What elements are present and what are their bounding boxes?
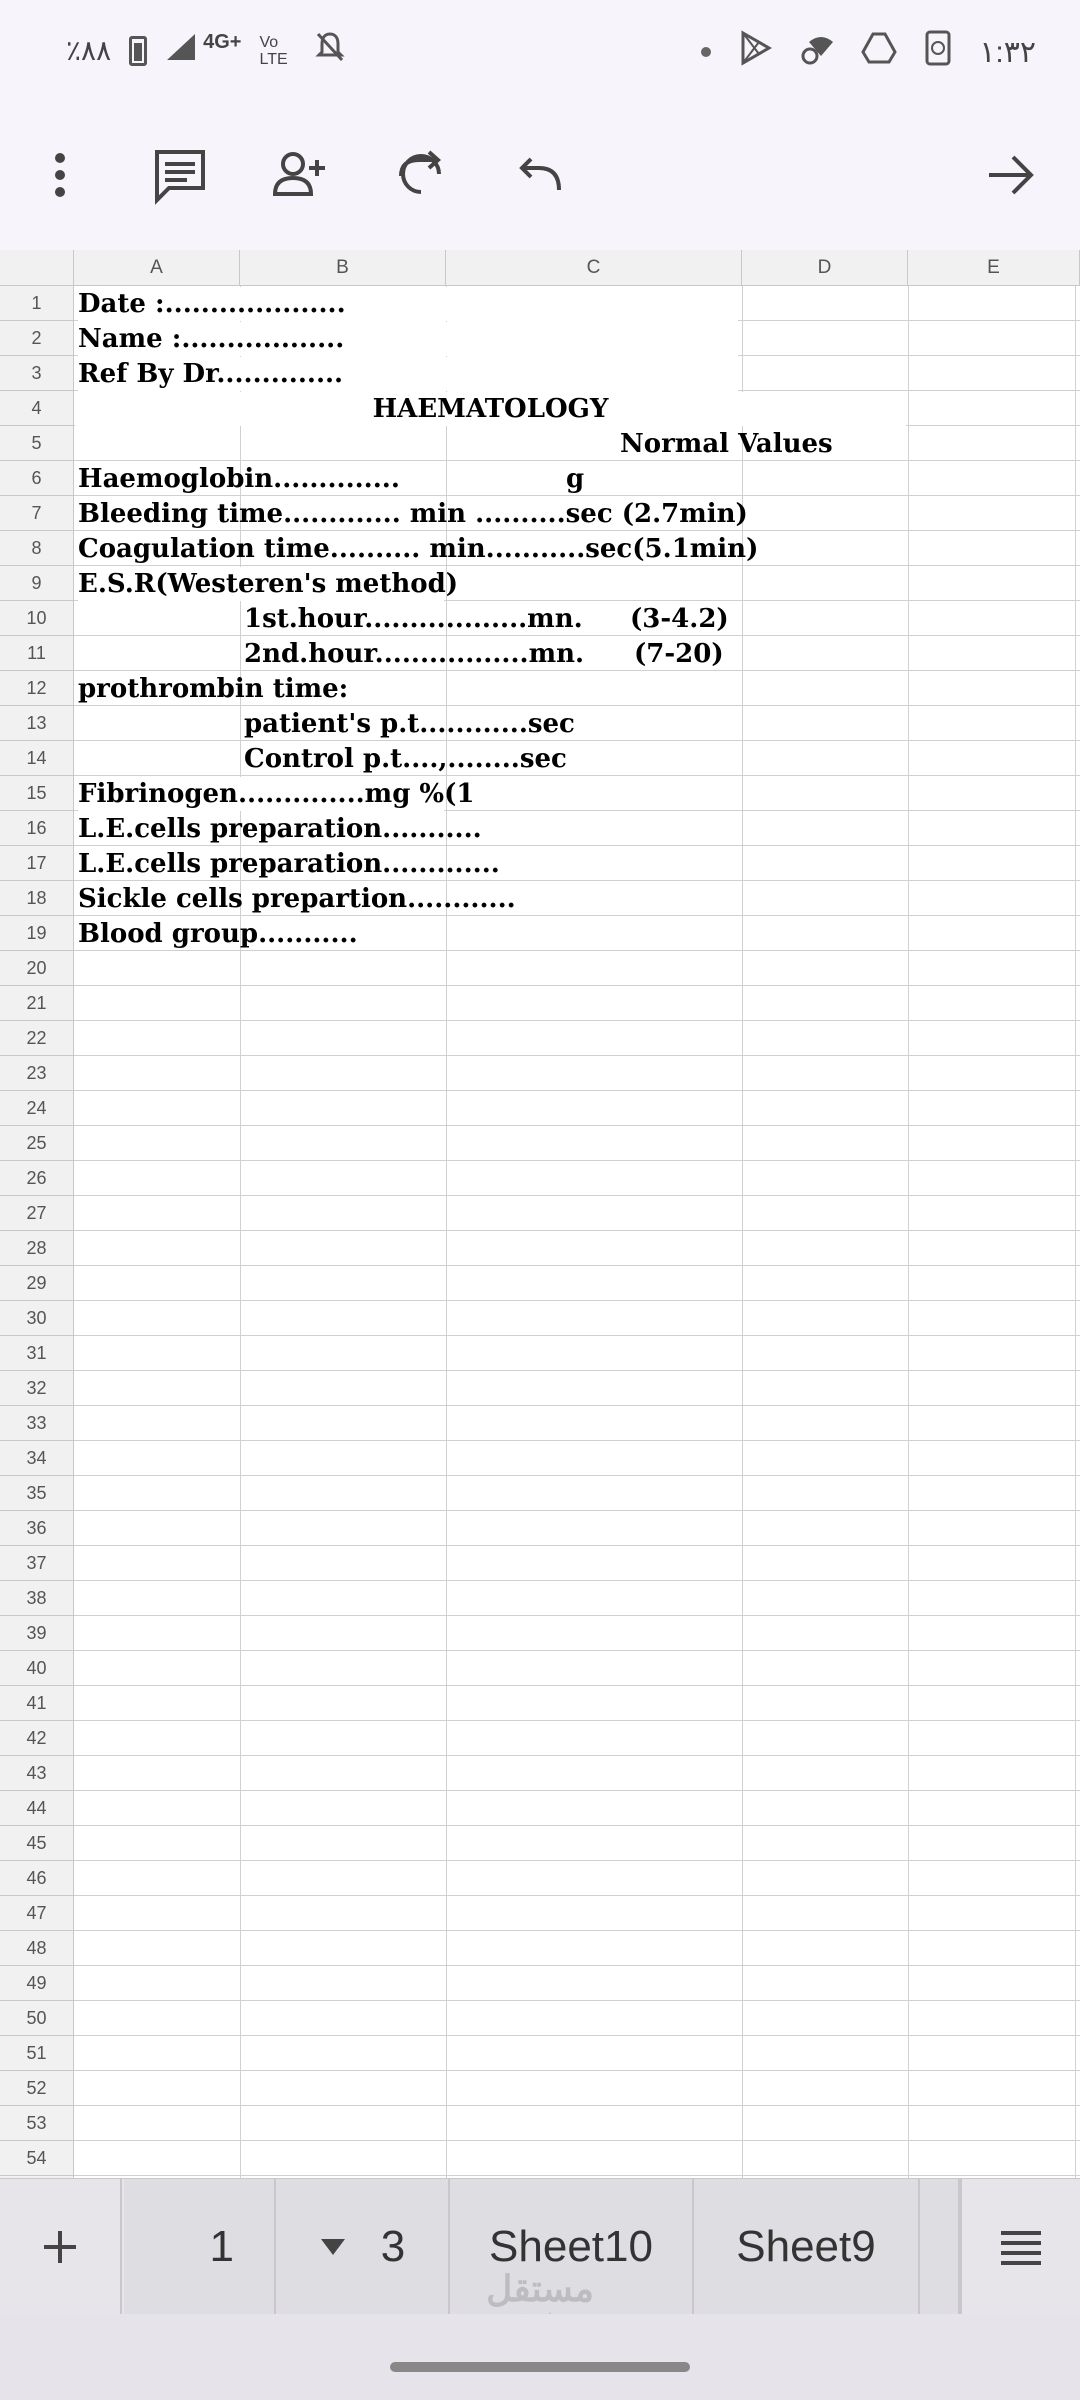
top-toolbar xyxy=(0,100,1080,250)
row-header[interactable]: 13 xyxy=(0,706,74,741)
cell-c11[interactable]: (7-20) xyxy=(634,639,724,669)
sheet-page-selector[interactable] xyxy=(276,2179,450,2315)
row-header[interactable]: 42 xyxy=(0,1721,74,1756)
tab-overflow[interactable] xyxy=(920,2179,960,2315)
row-header[interactable]: 40 xyxy=(0,1651,74,1686)
cell-a18[interactable]: Sickle cells prepartion............ xyxy=(78,884,516,914)
row-divider xyxy=(74,460,1080,461)
row-divider xyxy=(74,2000,1080,2001)
row-header[interactable]: 33 xyxy=(0,1406,74,1441)
column-header-b[interactable]: B xyxy=(240,250,446,286)
wifi-settings-icon xyxy=(799,30,835,74)
row-divider xyxy=(74,1790,1080,1791)
battery-icon xyxy=(129,36,147,66)
row-header[interactable]: 51 xyxy=(0,2036,74,2071)
row-header[interactable]: 45 xyxy=(0,1826,74,1861)
add-person-icon[interactable] xyxy=(265,140,335,210)
row-divider xyxy=(74,1440,1080,1441)
row-header[interactable]: 27 xyxy=(0,1196,74,1231)
row-divider xyxy=(74,1755,1080,1756)
row-header[interactable]: 32 xyxy=(0,1371,74,1406)
row-header[interactable]: 10 xyxy=(0,601,74,636)
cell-a2[interactable]: Name :.................. xyxy=(78,322,738,356)
list-menu-icon xyxy=(999,2227,1043,2267)
column-header-e[interactable]: E xyxy=(908,250,1080,286)
row-header[interactable]: 34 xyxy=(0,1441,74,1476)
row-divider xyxy=(74,1370,1080,1371)
row-divider xyxy=(74,1930,1080,1931)
drive-icon xyxy=(861,30,897,74)
row-header[interactable]: 49 xyxy=(0,1966,74,2001)
row-divider xyxy=(74,1090,1080,1091)
row-header[interactable]: 7 xyxy=(0,496,74,531)
row-header[interactable]: 25 xyxy=(0,1126,74,1161)
row-header[interactable]: 16 xyxy=(0,811,74,846)
row-divider xyxy=(74,1195,1080,1196)
row-header[interactable]: 29 xyxy=(0,1266,74,1301)
tab-sheet10[interactable]: Sheet10 xyxy=(450,2179,694,2315)
row-header[interactable]: 23 xyxy=(0,1056,74,1091)
network-type: 4G+ xyxy=(203,31,242,53)
tab-sheet9[interactable]: Sheet9 xyxy=(694,2179,920,2315)
watermark-arabic: مستقل xyxy=(486,2268,594,2309)
row-header[interactable]: 53 xyxy=(0,2106,74,2141)
row-header[interactable]: 28 xyxy=(0,1231,74,1266)
row-header[interactable]: 1 xyxy=(0,286,74,321)
row-header[interactable]: 48 xyxy=(0,1931,74,1966)
cell-c10[interactable]: (3-4.2) xyxy=(630,604,729,634)
row-header[interactable]: 26 xyxy=(0,1161,74,1196)
row-header[interactable]: 15 xyxy=(0,776,74,811)
row-header[interactable]: 20 xyxy=(0,951,74,986)
row-header[interactable]: 21 xyxy=(0,986,74,1021)
row-divider xyxy=(74,1580,1080,1581)
cell-c5[interactable]: Normal Values xyxy=(620,429,833,459)
cell-a9[interactable]: E.S.R(Westeren's method) xyxy=(78,569,459,599)
row-header[interactable]: 50 xyxy=(0,2001,74,2036)
row-divider xyxy=(74,2070,1080,2071)
row-header[interactable]: 14 xyxy=(0,741,74,776)
cell-a4-merged[interactable]: HAEMATOLOGY xyxy=(75,392,906,426)
row-divider xyxy=(74,1020,1080,1021)
row-header[interactable]: 47 xyxy=(0,1896,74,1931)
row-header[interactable]: 37 xyxy=(0,1546,74,1581)
row-divider xyxy=(74,2175,1080,2176)
cell-a1[interactable]: Date :.................... xyxy=(78,287,738,321)
cell-b13[interactable]: patient's p.t............sec xyxy=(244,709,575,739)
row-header[interactable]: 38 xyxy=(0,1581,74,1616)
add-sheet-button[interactable] xyxy=(0,2179,122,2315)
row-header[interactable]: 8 xyxy=(0,531,74,566)
row-divider xyxy=(74,1895,1080,1896)
signal-icon xyxy=(165,32,199,69)
row-header[interactable]: 6 xyxy=(0,461,74,496)
row-header[interactable]: 35 xyxy=(0,1476,74,1511)
system-nav-bar xyxy=(0,2314,1080,2400)
row-divider xyxy=(74,1545,1080,1546)
row-divider xyxy=(74,1825,1080,1826)
row-divider xyxy=(74,1510,1080,1511)
row-header[interactable]: 46 xyxy=(0,1861,74,1896)
column-header-c[interactable]: C xyxy=(446,250,742,286)
cell-b10[interactable]: 1st.hour..................mn. xyxy=(244,604,583,634)
redo-icon[interactable] xyxy=(385,140,455,210)
clock: ١:٣٢ xyxy=(979,35,1036,69)
spreadsheet-grid[interactable] xyxy=(0,250,1080,2178)
row-divider xyxy=(74,1615,1080,1616)
row-divider xyxy=(74,1685,1080,1686)
sheet-page-count: 3 xyxy=(380,2222,406,2271)
row-header[interactable]: 39 xyxy=(0,1616,74,1651)
column-header-d[interactable]: D xyxy=(742,250,908,286)
row-header[interactable]: 43 xyxy=(0,1756,74,1791)
row-header[interactable]: 18 xyxy=(0,881,74,916)
row-header[interactable]: 24 xyxy=(0,1091,74,1126)
battery-percent: ٪٨٨ xyxy=(66,35,112,66)
row-header[interactable]: 54 xyxy=(0,2141,74,2176)
row-header[interactable]: 31 xyxy=(0,1336,74,1371)
row-divider xyxy=(74,1720,1080,1721)
row-divider xyxy=(74,1230,1080,1231)
notifications-off-icon xyxy=(313,30,347,71)
row-header[interactable]: 36 xyxy=(0,1511,74,1546)
cell-a6[interactable]: Haemoglobin.............. xyxy=(78,464,400,494)
cell-b14[interactable]: Control p.t....,........sec xyxy=(244,744,567,774)
row-divider xyxy=(74,1160,1080,1161)
row-header[interactable]: 44 xyxy=(0,1791,74,1826)
sheet-list-button[interactable] xyxy=(960,2179,1080,2315)
row-divider xyxy=(74,1860,1080,1861)
status-bar xyxy=(0,0,1080,100)
undo-icon[interactable] xyxy=(505,140,575,210)
plus-icon xyxy=(40,2227,80,2267)
row-divider xyxy=(74,1965,1080,1966)
row-divider xyxy=(74,985,1080,986)
cell-a19[interactable]: Blood group........... xyxy=(78,919,358,949)
row-header[interactable]: 19 xyxy=(0,916,74,951)
row-header[interactable]: 30 xyxy=(0,1301,74,1336)
cell-a15[interactable]: Fibrinogen..............mg %(1 xyxy=(78,779,475,809)
row-header[interactable]: 2 xyxy=(0,321,74,356)
row-header[interactable]: 5 xyxy=(0,426,74,461)
row-header[interactable]: 12 xyxy=(0,671,74,706)
row-header[interactable]: 9 xyxy=(0,566,74,601)
row-divider xyxy=(74,1475,1080,1476)
column-header-a[interactable]: A xyxy=(74,250,240,286)
row-divider xyxy=(74,2105,1080,2106)
row-header[interactable]: 52 xyxy=(0,2071,74,2106)
row-divider xyxy=(74,1300,1080,1301)
row-divider xyxy=(74,1650,1080,1651)
row-divider xyxy=(74,1265,1080,1266)
home-gesture-handle[interactable] xyxy=(390,2362,690,2372)
volte-indicator: Vo LTE xyxy=(259,33,288,68)
row-divider xyxy=(74,1055,1080,1056)
row-divider xyxy=(74,2140,1080,2141)
sheet-page-number[interactable]: 1 xyxy=(124,2179,276,2315)
cell-a12[interactable]: prothrombin time: xyxy=(78,674,349,704)
select-all-corner[interactable] xyxy=(0,250,74,286)
play-store-icon xyxy=(737,30,773,74)
row-header[interactable]: 3 xyxy=(0,356,74,391)
cell-a3[interactable]: Ref By Dr.............. xyxy=(78,357,738,391)
row-header[interactable]: 22 xyxy=(0,1021,74,1056)
cell-b11[interactable]: 2nd.hour.................mn. xyxy=(244,639,585,669)
row-header[interactable]: 17 xyxy=(0,846,74,881)
row-header[interactable]: 41 xyxy=(0,1686,74,1721)
dropdown-triangle-icon xyxy=(319,2237,347,2257)
arrow-forward-icon[interactable] xyxy=(975,140,1045,210)
row-header[interactable]: 4 xyxy=(0,391,74,426)
row-header[interactable]: 11 xyxy=(0,636,74,671)
cell-a8[interactable]: Coagulation time.......... min...........sec(5.1min) xyxy=(78,534,759,564)
cell-c6[interactable]: g xyxy=(566,464,585,494)
cell-a7[interactable]: Bleeding time............. min ..........sec (2.7min) xyxy=(78,499,748,529)
more-vert-icon[interactable] xyxy=(25,140,95,210)
row-divider xyxy=(74,2035,1080,2036)
row-divider xyxy=(74,1125,1080,1126)
phone-sync-icon xyxy=(923,30,953,74)
cell-a16[interactable]: L.E.cells preparation........... xyxy=(78,814,482,844)
comment-icon[interactable] xyxy=(145,140,215,210)
row-divider xyxy=(74,1335,1080,1336)
notification-dot-icon xyxy=(701,47,711,57)
cell-a17[interactable]: L.E.cells preparation............. xyxy=(78,849,500,879)
row-divider xyxy=(74,1405,1080,1406)
